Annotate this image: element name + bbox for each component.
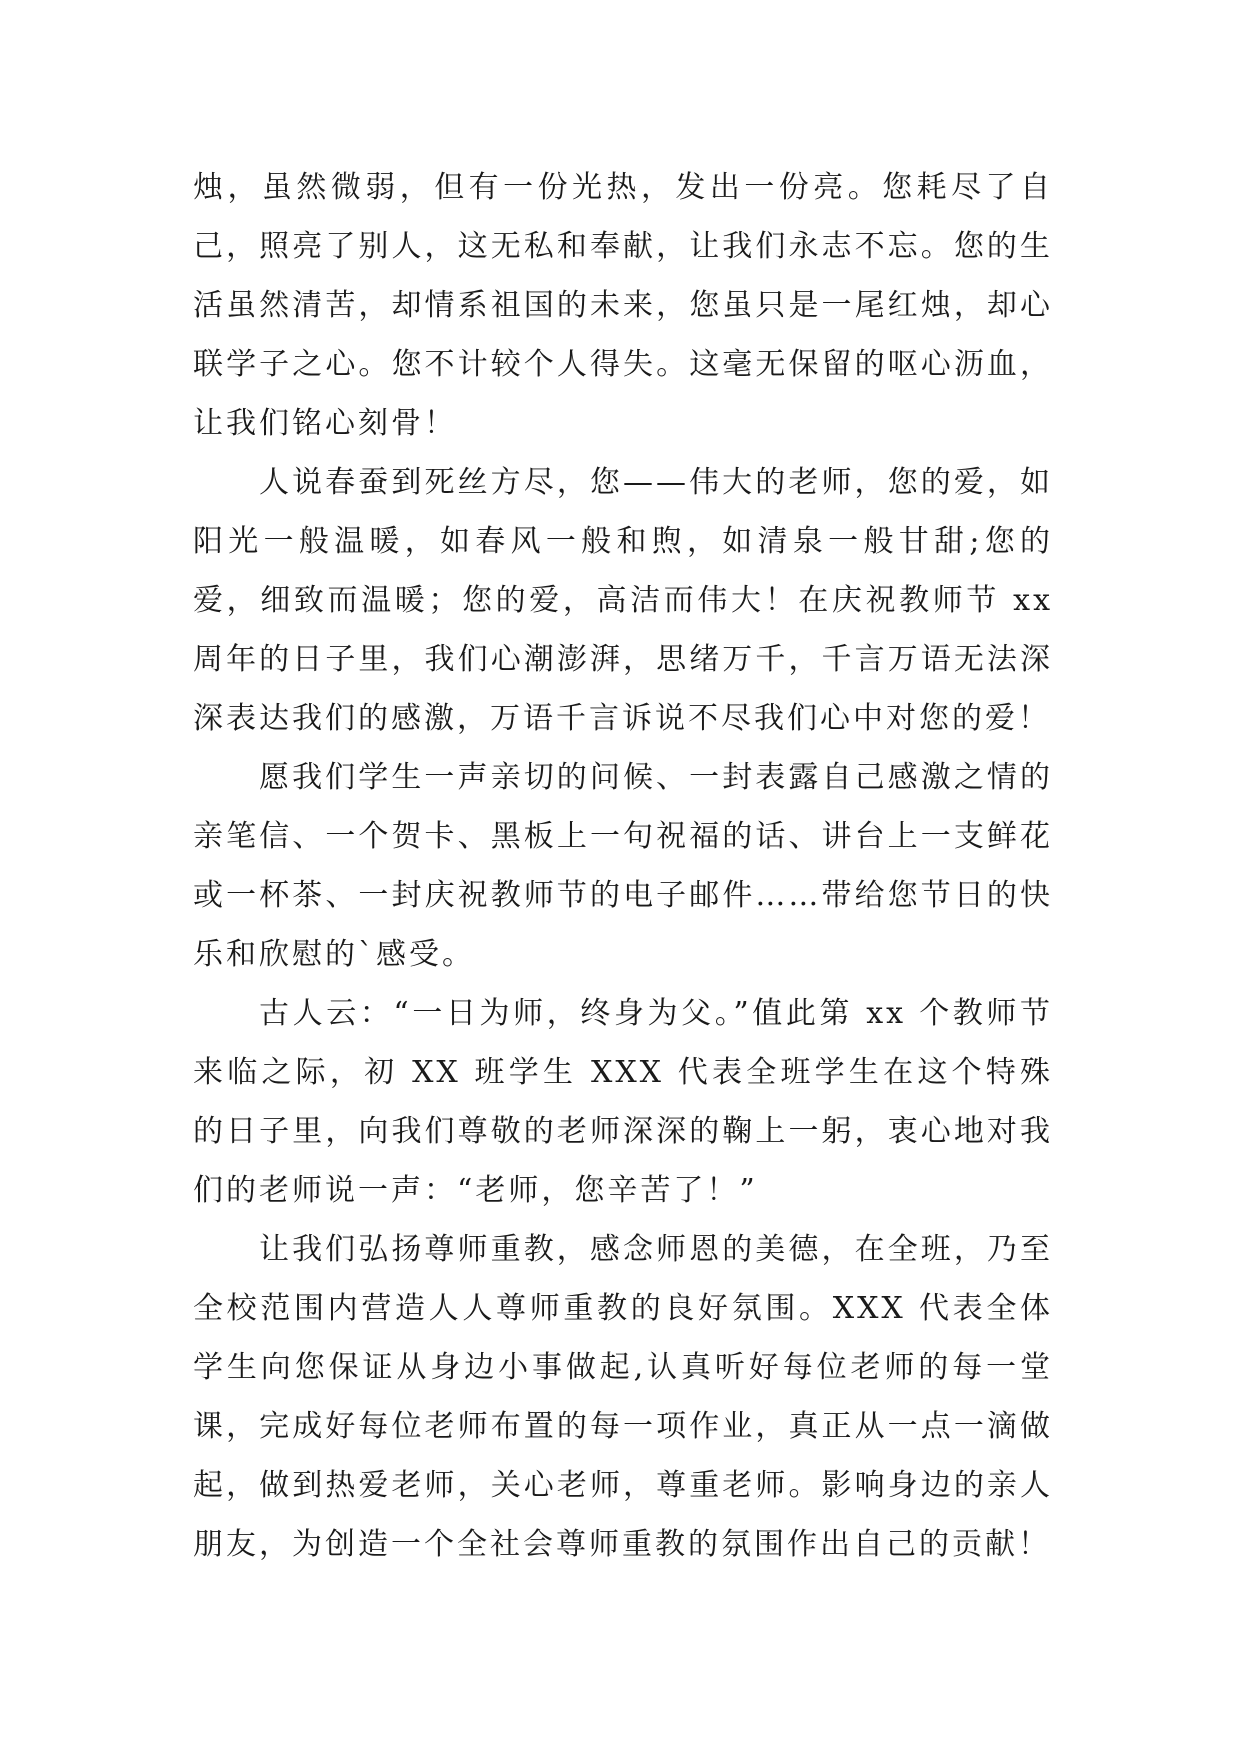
paragraph-4: 古人云：“一日为师，终身为父。”值此第 xx 个教师节来临之际，初 XX 班学生 XXX 代表全班学生在这个特殊的日子里，向我们尊敬的老师深深的鞠上一躬，衷心地对我们的老师说一声：“老师，您辛苦了！”: [193, 996, 1053, 1208]
document-body: [193, 158, 1053, 1574]
paragraph-1: 烛，虽然微弱，但有一份光热，发出一份亮。您耗尽了自己，照亮了别人，这无私和奉献，让我们永志不忘。您的生活虽然清苦，却情系祖国的未来，您虽只是一尾红烛，却心联学子之心。您不计较个人得失。这毫无保留的呕心沥血，让我们铭心刻骨！: [193, 170, 1053, 441]
paragraph-2: 人说春蚕到死丝方尽，您——伟大的老师，您的爱，如阳光一般温暖，如春风一般和煦，如清泉一般甘甜;您的爱，细致而温暖；您的爱，高洁而伟大！在庆祝教师节 xx 周年的日子里，我们心潮澎湃，思绪万千，千言万语无法深深表达我们的感激，万语千言诉说不尽我们心中对您的爱！: [193, 465, 1053, 736]
paragraph-5: 让我们弘扬尊师重教，感念师恩的美德，在全班，乃至全校范围内营造人人尊师重教的良好氛围。XXX 代表全体学生向您保证从身边小事做起,认真听好每位老师的每一堂课，完成好每位老师布置的每一项作业，真正从一点一滴做起，做到热爱老师，关心老师，尊重老师。影响身边的亲人朋友，为创造一个全社会尊师重教的氛围作出自己的贡献！: [193, 1232, 1053, 1562]
paragraph-3: 愿我们学生一声亲切的问候、一封表露自己感激之情的亲笔信、一个贺卡、黑板上一句祝福的话、讲台上一支鲜花或一杯茶、一封庆祝教师节的电子邮件……带给您节日的快乐和欣慰的`感受。: [193, 760, 1053, 972]
